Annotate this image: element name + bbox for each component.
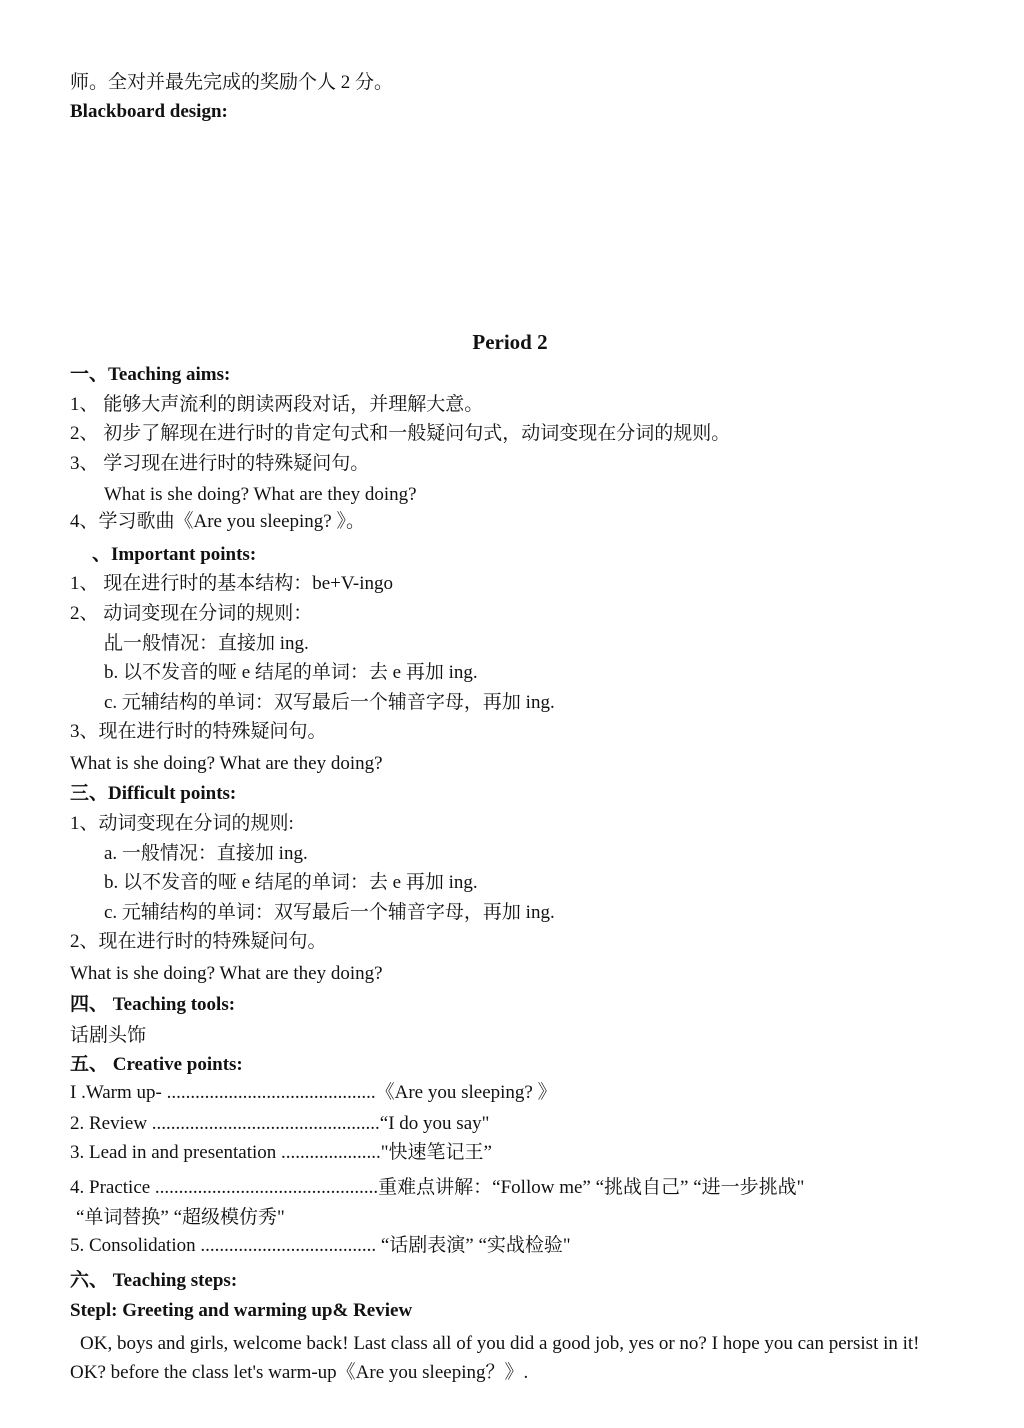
- important-subitem: 乩一般情况：直接加 ing.: [104, 633, 309, 654]
- page-title: Period 2: [472, 330, 548, 354]
- creative-item: 4. Practice ...............................................重难点讲解：“Follow me” “挑战自己” “进一步挑战": [70, 1177, 805, 1198]
- creative-item: 3. Lead in and presentation ....................."快速笔记王”: [70, 1142, 492, 1163]
- aims-item: 2、 初步了解现在进行时的肯定句式和一般疑问句式，动词变现在分词的规则。: [70, 423, 731, 444]
- difficult-subitem: c. 元辅结构的单词：双写最后一个辅音字母，再加 ing.: [104, 902, 555, 923]
- difficult-item: 2、现在进行时的特殊疑问句。: [70, 931, 327, 952]
- steps-heading: 六、 Teaching steps:: [70, 1270, 238, 1291]
- intro-line: 师。全对并最先完成的奖励个人 2 分。: [70, 72, 394, 93]
- difficult-item: 1、动词变现在分词的规则:: [70, 813, 294, 834]
- creative-item: 2. Review ................................................“I do you say": [70, 1113, 490, 1134]
- aims-item: 1、 能够大声流利的朗读两段对话，并理解大意。: [70, 394, 484, 415]
- aims-item: 3、 学习现在进行时的特殊疑问句。: [70, 453, 370, 474]
- tools-text: 话剧头饰: [70, 1025, 147, 1046]
- difficult-heading: 三、Difficult points:: [70, 783, 237, 804]
- important-subitem: c. 元辅结构的单词：双写最后一个辅音字母，再加 ing.: [104, 692, 555, 713]
- aims-example: What is she doing? What are they doing?: [104, 484, 417, 505]
- creative-item: I .Warm up- ............................................《Are you sleeping? 》: [70, 1082, 557, 1103]
- tools-heading: 四、 Teaching tools:: [70, 994, 236, 1015]
- important-heading: 、Important points:: [92, 544, 257, 565]
- blackboard-heading: Blackboard design:: [70, 101, 228, 122]
- important-item: 2、 动词变现在分词的规则：: [70, 603, 313, 624]
- difficult-subitem: b. 以不发音的哑 e 结尾的单词：去 e 再加 ing.: [104, 872, 478, 893]
- step1-paragraph: OK, boys and girls, welcome back! Last class all of you did a good job, yes or no? I hope you can persist in it! OK? before the class let's warm-up《Are you sleeping？》.: [70, 1333, 920, 1383]
- creative-item: 5. Consolidation ..................................... “话剧表演” “实战检验": [70, 1235, 571, 1256]
- important-item: 1、 现在进行时的基本结构：be+V-ingo: [70, 573, 393, 594]
- important-subitem: b. 以不发音的哑 e 结尾的单词：去 e 再加 ing.: [104, 662, 478, 683]
- step1-heading: Stepl: Greeting and warming up& Review: [70, 1300, 413, 1321]
- important-example: What is she doing? What are they doing?: [70, 753, 383, 774]
- important-item: 3、现在进行时的特殊疑问句。: [70, 721, 327, 742]
- aims-item: 4、学习歌曲《Are you sleeping? 》。: [70, 511, 365, 532]
- aims-heading: 一、Teaching aims:: [70, 364, 231, 385]
- difficult-example: What is she doing? What are they doing?: [70, 963, 383, 984]
- difficult-subitem: a. 一般情况：直接加 ing.: [104, 843, 308, 864]
- creative-heading: 五、 Creative points:: [70, 1054, 243, 1075]
- creative-item-continued: “单词替换” “超级模仿秀": [76, 1207, 285, 1228]
